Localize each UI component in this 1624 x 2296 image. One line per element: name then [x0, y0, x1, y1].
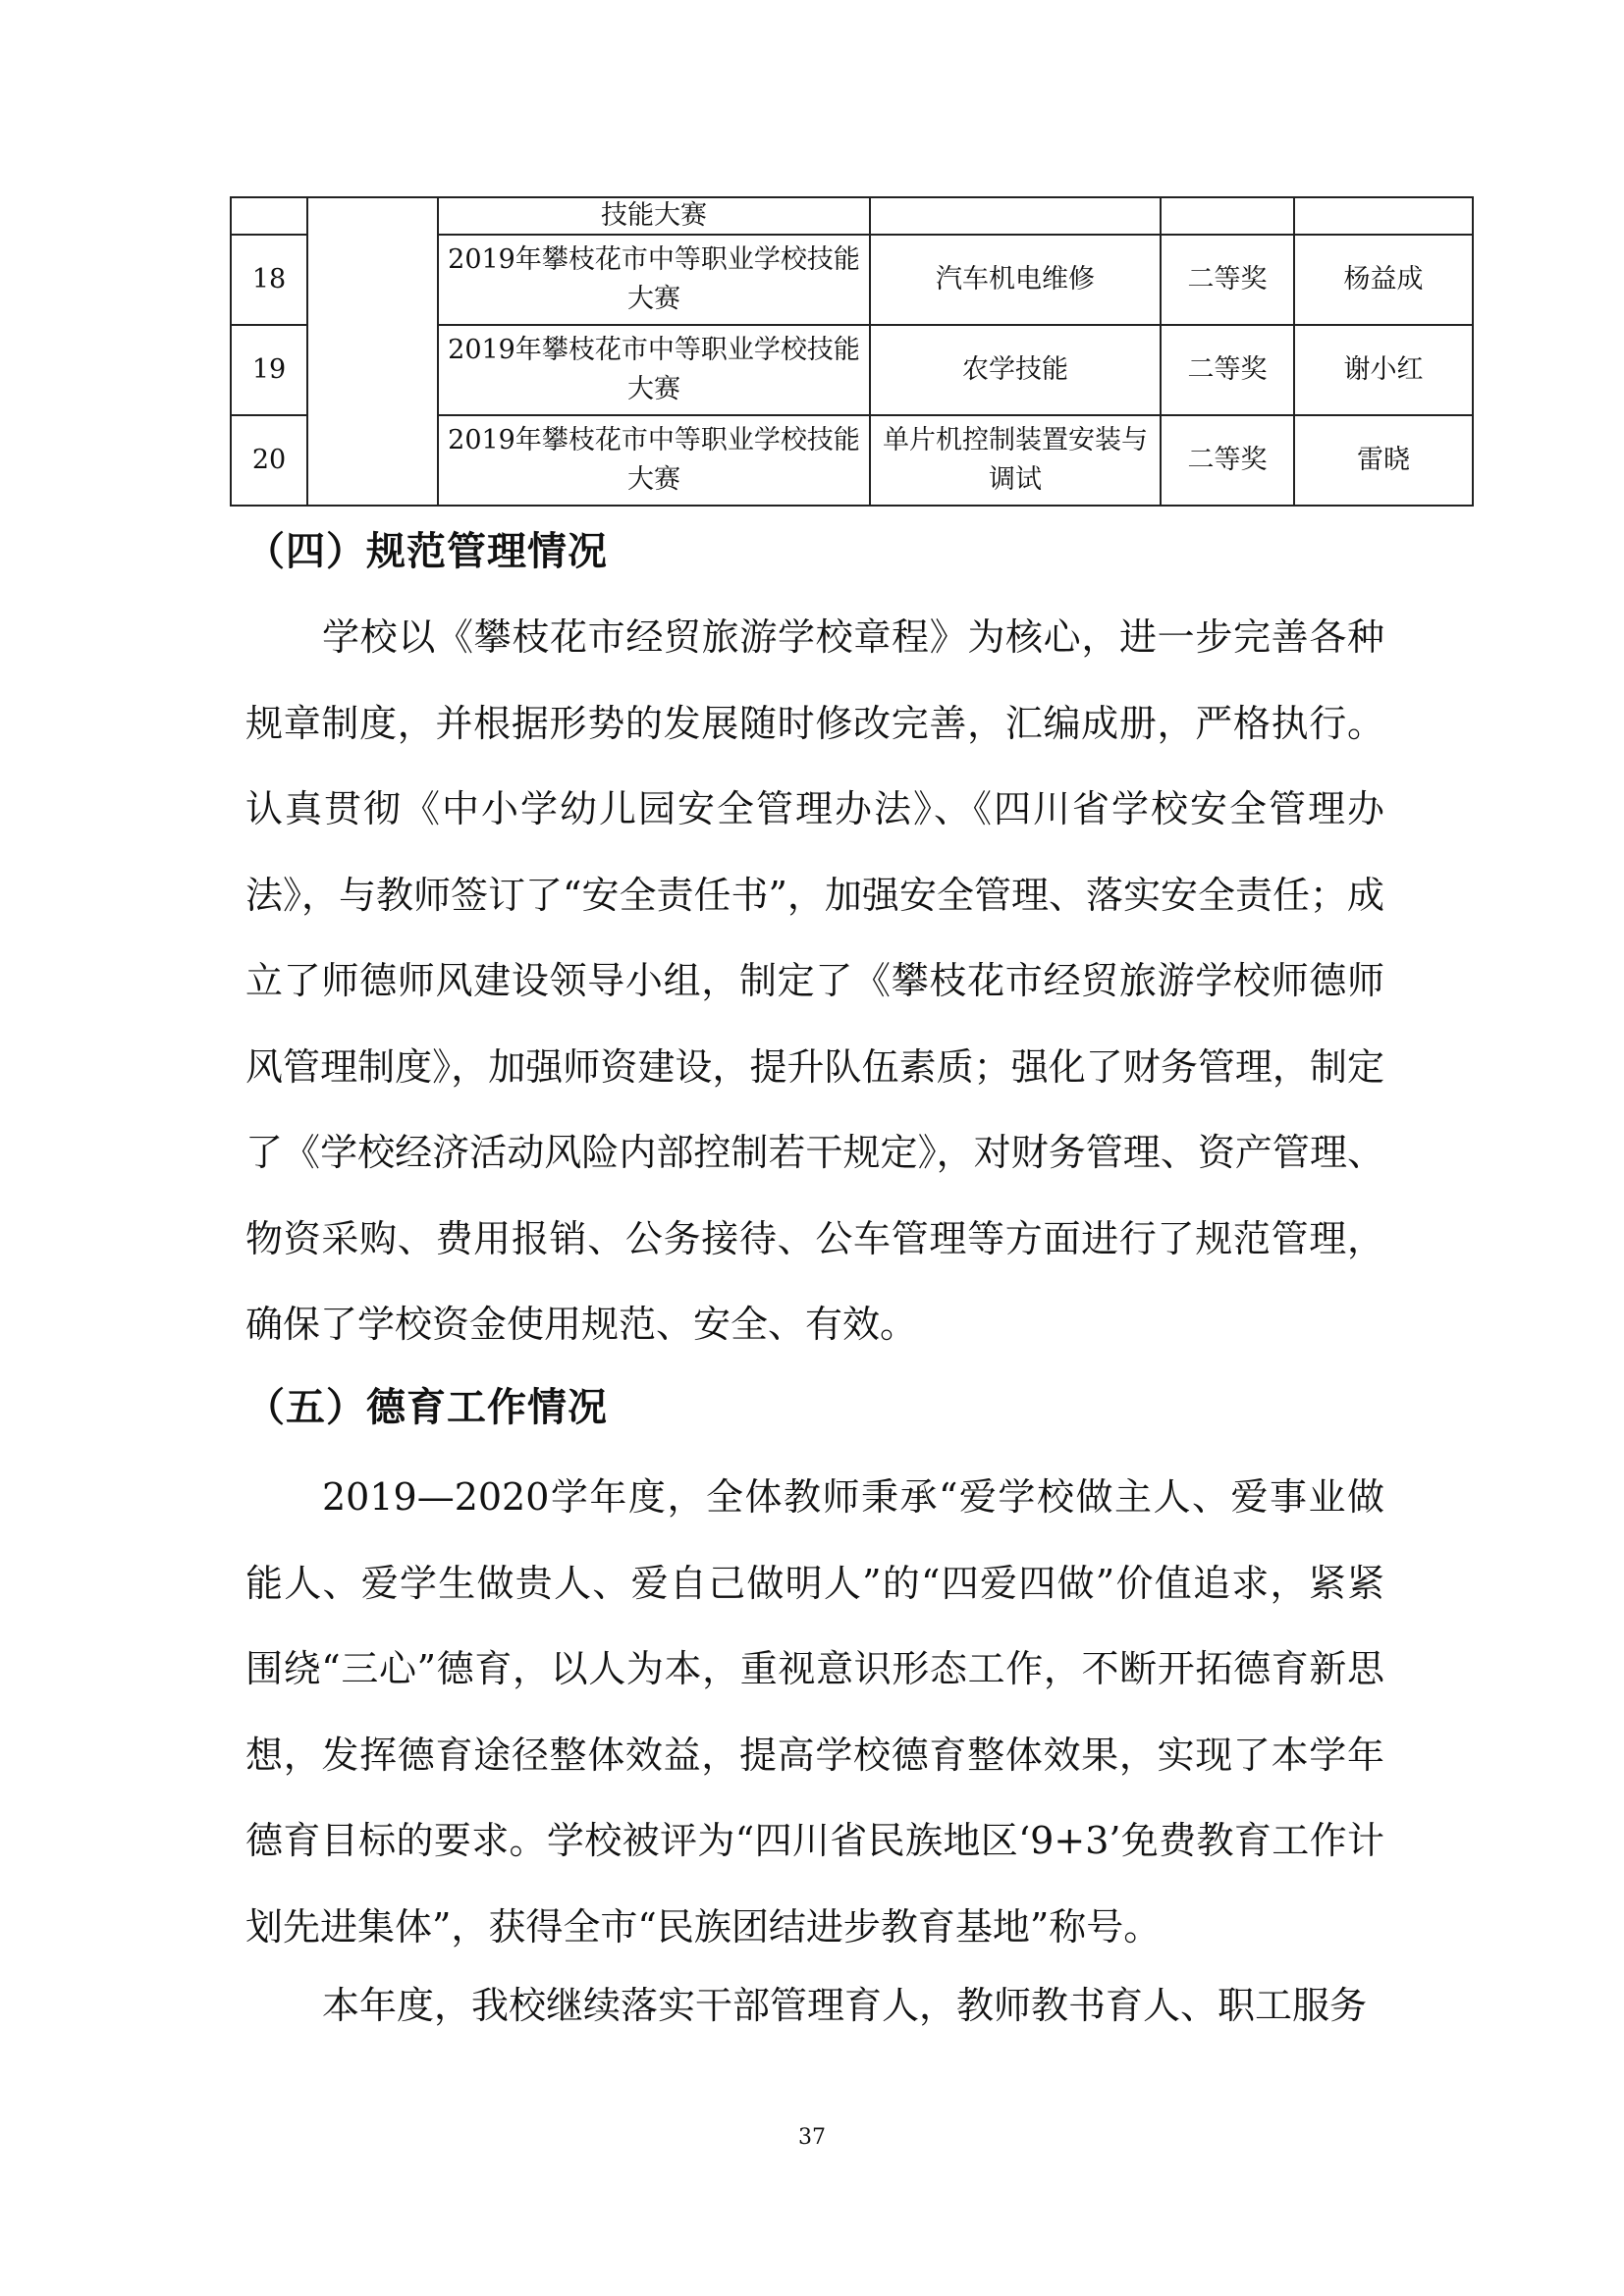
cell-event: 汽车机电维修	[870, 235, 1161, 325]
cell-award: 二等奖	[1161, 325, 1294, 415]
page-number: 37	[798, 2125, 826, 2150]
cell-competition: 2019年攀枝花市中等职业学校技能大赛	[438, 415, 870, 506]
cell-no	[231, 197, 307, 235]
cell-name: 杨益成	[1294, 235, 1473, 325]
cell-competition: 2019年攀枝花市中等职业学校技能大赛	[438, 325, 870, 415]
paragraph-management: 学校以《攀枝花市经贸旅游学校章程》为核心，进一步完善各种规章制度，并根据形势的发展随时修改完善，汇编成册，严格执行。认真贯彻《中小学幼儿园安全管理办法》、《四川省学校安全管理办法》，与教师签订了“安全责任书”，加强安全管理、落实安全责任；成立了师德师风建设领导小组，制定了《攀枝花市经贸旅游学校师德师风管理制度》，加强师资建设，提升队伍素质；强化了财务管理，制定了《学校经济活动风险内部控制若干规定》，对财务管理、资产管理、物资采购、费用报销、公务接待、公车管理等方面进行了规范管理，确保了学校资金使用规范、安全、有效。	[245, 615, 1384, 1346]
cell-no: 19	[231, 325, 307, 415]
cell-name	[1294, 197, 1473, 235]
section-heading-moral-education: （五）德育工作情况	[245, 1385, 608, 1430]
cell-award: 二等奖	[1161, 235, 1294, 325]
table-row-continued	[231, 197, 1473, 235]
cell-name: 谢小红	[1294, 325, 1473, 415]
paragraph-moral-education-continued: 本年度，我校继续落实干部管理育人，教师教书育人、职工服务	[322, 1984, 1368, 2027]
cell-award: 二等奖	[1161, 415, 1294, 506]
cell-event	[870, 197, 1161, 235]
cell-no: 18	[231, 235, 307, 325]
cell-no: 20	[231, 415, 307, 506]
cell-competition: 技能大赛	[438, 197, 870, 235]
cell-event: 农学技能	[870, 325, 1161, 415]
paragraph-moral-education: 2019—2020学年度，全体教师秉承“爱学校做主人、爱事业做能人、爱学生做贵人、爱自己做明人”的“四爱四做”价值追求，紧紧围绕“三心”德育，以人为本，重视意识形态工作，不断开拓德育新思想，发挥德育途径整体效益，提高学校德育整体效果，实现了本学年德育目标的要求。学校被评为“四川省民族地区‘9+3’免费教育工作计划先进集体”，获得全市“民族团结进步教育基地”称号。	[245, 1475, 1384, 1949]
awards-table	[230, 196, 1474, 507]
cell-competition: 2019年攀枝花市中等职业学校技能大赛	[438, 235, 870, 325]
cell-category-merged	[307, 197, 438, 506]
cell-name: 雷晓	[1294, 415, 1473, 506]
section-heading-management: （四）规范管理情况	[245, 529, 608, 574]
cell-award	[1161, 197, 1294, 235]
cell-event: 单片机控制装置安装与调试	[870, 415, 1161, 506]
